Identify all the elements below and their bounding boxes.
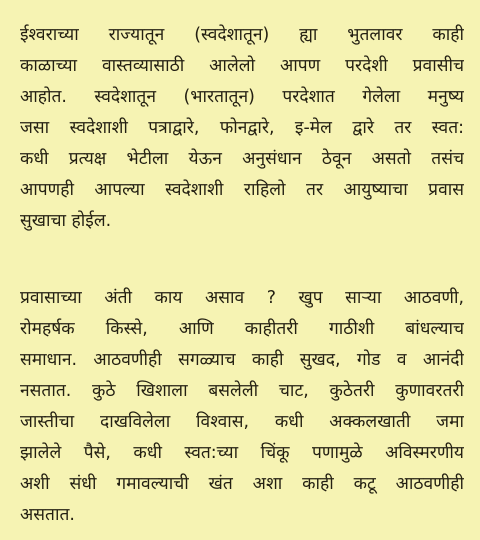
text-line: आहोत. स्वदेशातून (भारतातून) परदेशात गेलेला मनुष्य [20,87,464,107]
paragraph-1 [20,20,464,237]
text-line: रोमहर्षक किस्से, आणि काहीतरी गाठीशी बांधल्याच [20,319,464,339]
text-line: असतात. [20,505,75,525]
text-line: आपणही आपल्या स्वदेशाशी राहिलो तर आयुष्याचा प्रवास [20,180,464,200]
text-line: काळाच्या वास्तव्यासाठी आलेलो आपण परदेशी प्रवासीच [20,56,464,76]
text-line: जसा स्वदेशाशी पत्राद्वारे, फोनद्वारे, इ-मेल द्वारे तर स्वत: [20,118,464,138]
paragraph-2 [20,283,464,531]
text-line: समाधान. आठवणीही सगळ्याच काही सुखद, गोड व आनंदी [20,350,464,370]
text-line: अशी संधी गमावल्याची खंत अशा काही कटू आठवणीही [20,474,464,494]
text-line: ईश्वराच्या राज्यातून (स्वदेशातून) ह्या भुतलावर काही [20,25,464,45]
text-line: कधी प्रत्यक्ष भेटीला येऊन अनुसंधान ठेवून असतो तसंच [20,149,464,169]
text-line: प्रवासाच्या अंती काय असाव ? खुप साऱ्या आठवणी, [20,288,464,308]
text-line: झालेले पैसे, कधी स्वत:च्या चिंकू पणामुळे अविस्मरणीय [20,443,464,463]
text-line: जास्तीचा दाखविलेला विश्वास, कधी अक्कलखाती जमा [20,412,464,432]
text-line: नसतात. कुठे खिशाला बसलेली चाट, कुठेतरी कुणावरतरी [20,381,464,401]
text-line: सुखाचा होईल. [20,211,112,231]
